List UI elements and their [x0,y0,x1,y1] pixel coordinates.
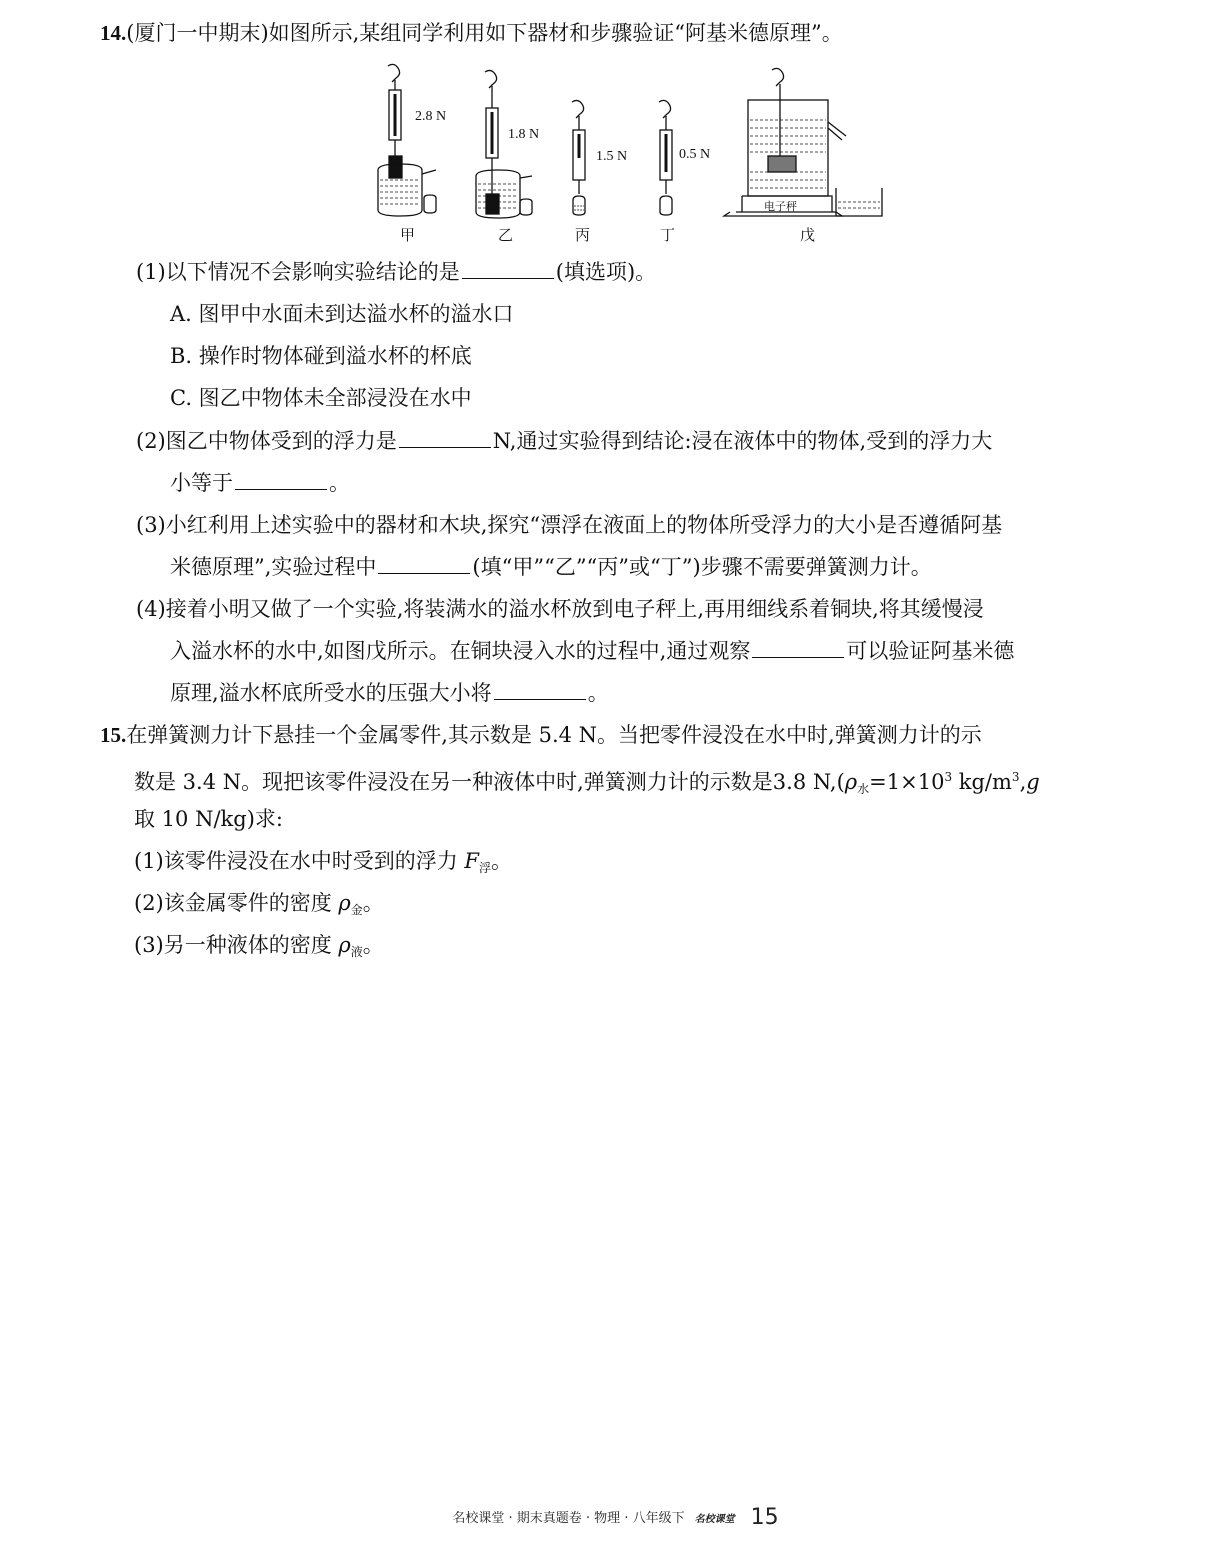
q14-part4: (4)接着小明又做了一个实验,将装满水的溢水杯放到电子秤上,再用细线系着铜块,将其缓慢浸 [136,597,984,621]
answer-blank[interactable] [462,258,554,279]
figure-step-yi [476,70,532,218]
answer-blank[interactable] [399,427,491,448]
q14-part2-cont: 小等于 。 [170,471,350,495]
q15-line1: 15.在弹簧测力计下悬挂一个金属零件,其示数是 5.4 N。当把零件浸没在水中时,弹簧测力计的示 [100,723,982,747]
caption-jia: 甲 [400,228,416,244]
q15-number: 15. [100,723,127,747]
q14-option-b: B. 操作时物体碰到溢水杯的杯底 [170,344,472,368]
scale-label: 电子秤 [764,201,797,213]
q14-part3: (3)小红利用上述实验中的器材和木块,探究“漂浮在液面上的物体所受浮力的大小是否遵循阿基 [136,513,1003,537]
q14-stem: (厦门一中期末)如图所示,某组同学利用如下器材和步骤验证“阿基米德原理”。 [126,21,843,45]
reading-ding: 0.5 N [679,147,711,162]
experiment-figure [370,62,890,244]
q15-sub3: (3)另一种液体的密度 $\rho_液$。 [134,933,384,959]
answer-blank[interactable] [378,553,470,574]
caption-ding: 丁 [660,228,676,244]
q15-sub1: (1)该零件浸没在水中时受到的浮力 $F_浮$。 [134,849,513,875]
reading-yi: 1.8 N [508,127,540,142]
q15-line3: 取 10 N/kg)求: [134,807,283,831]
figure-step-wu [724,68,882,216]
answer-blank[interactable] [752,637,844,658]
page-footer [0,1505,1231,1530]
figure-step-bing [572,100,585,215]
answer-blank[interactable] [235,469,327,490]
caption-yi: 乙 [498,228,514,244]
q14-part4-cont: 入溢水杯的水中,如图戊所示。在铜块浸入水的过程中,通过观察 可以验证阿基米德 [170,639,1015,663]
q14-option-c: C. 图乙中物体未全部浸没在水中 [170,386,472,410]
q14-part3-cont: 米德原理”,实验过程中 (填“甲”“乙”“丙”或“丁”)步骤不需要弹簧测力计。 [170,555,932,579]
footer-text: 名校课堂 · 期末真题卷 · 物理 · 八年级下 [452,1511,685,1526]
q14-part1: (1)以下情况不会影响实验结论的是 (填选项)。 [136,260,657,284]
q15-sub2: (2)该金属零件的密度 $\rho_金$。 [134,891,384,917]
q15-line2: 数是 3.4 N。现把该零件浸没在另一种液体中时,弹簧测力计的示数是3.8 $N,(\rho_水=1\times 10^3$ $kg/m^3,g$ [134,770,1040,796]
q14-part2: (2)图乙中物体受到的浮力是 N,通过实验得到结论:浸在液体中的物体,受到的浮力大 [136,429,993,453]
q14-part4-cont2: 原理,溢水杯底所受水的压强大小将 。 [170,681,609,705]
caption-bing: 丙 [575,228,591,244]
caption-wu: 戊 [800,228,816,244]
footer-logo: 名校课堂 [694,1514,735,1525]
answer-blank[interactable] [494,679,586,700]
q14-stem-line [100,18,843,48]
q14-option-a: A. 图甲中水面未到达溢水杯的溢水口 [170,302,514,326]
reading-jia: 2.8 N [415,109,447,124]
figure-step-jia [378,64,436,216]
q14-number: 14. [100,21,127,45]
reading-bing: 1.5 N [596,149,628,164]
figure-step-ding [659,100,672,215]
page-number: 15 [750,1505,779,1530]
